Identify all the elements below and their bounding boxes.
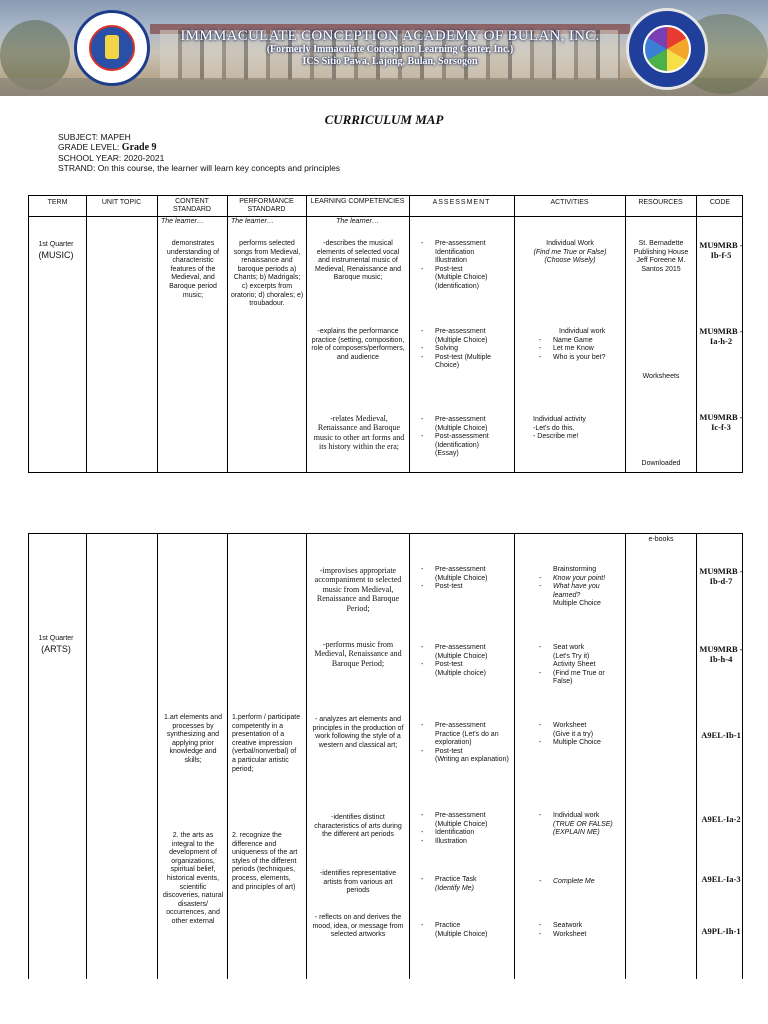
competency: -improvises appropriate accompaniment to selected music from Medieval, Renaissance and Baroque Period; (314, 566, 402, 613)
term-arts (31, 634, 81, 654)
music-curriculum-table (28, 195, 743, 473)
header-resources: RESOURCES (638, 199, 683, 206)
list-item: - What have you learned? (539, 583, 623, 600)
activity-item: Individual activity (533, 416, 586, 423)
header-code: CODE (709, 199, 731, 206)
activity-item: Brainstorming (553, 566, 597, 573)
competency-code: A9EL-Ia-2 (701, 814, 741, 824)
school-address: ICS Sitio Pawa, Lajong, Bulan, Sorsogon (302, 56, 478, 67)
list-item: - Post-assessment (421, 433, 513, 442)
performance-standard: 1.perform / participate competently in a presentation of a creative impression (verbal/nonverbal) of a particular artistic period; (232, 714, 301, 773)
term-quarter: 1st Quarter (38, 635, 74, 642)
term-subject: (ARTS) (41, 644, 71, 654)
resources: Downloaded (641, 460, 681, 467)
list-item: Practice (Let's do an exploration) (435, 730, 499, 747)
activity-item: (Choose Wisely) (544, 257, 596, 265)
year-value: 2020-2021 (123, 153, 165, 163)
header-activities: ACTIVITIES (550, 199, 589, 206)
competency: -relates Medieval, Renaissance and Baroque music to other art forms and its history within the era; (313, 414, 405, 452)
resources: e-books (648, 536, 674, 543)
list-item: (Multiple choice) (435, 669, 486, 677)
resources: Worksheets (642, 373, 680, 380)
performance-standard: 2. recognize the difference and uniqueness of the art styles of the different periods (techniques, process, elements, and principles of art) (232, 832, 298, 891)
assessment-list (421, 722, 513, 765)
assessment-list (421, 876, 513, 893)
list-item: - Name Game (539, 337, 623, 346)
competency: - reflects on and derives the mood, idea, or message from selected artworks (312, 914, 404, 939)
list-item: (Identification) (435, 441, 479, 449)
assessment-list (421, 566, 513, 592)
activities (539, 878, 623, 887)
list-item: - Post-test (421, 661, 513, 670)
list-item: - Solving (421, 345, 513, 354)
assessment-list (421, 328, 513, 371)
list-item: - Pre-assessment (421, 328, 513, 337)
grade-value: Grade 9 (121, 142, 157, 153)
list-item: - Pre-assessment (421, 722, 513, 731)
learner-note: The learner… (161, 218, 204, 225)
term-subject: (MUSIC) (38, 250, 74, 260)
list-item: - Post-test (421, 583, 513, 592)
activities (539, 644, 623, 687)
list-item: - (Find me True or False) (539, 670, 623, 687)
competency: -performs music from Medieval, Renaissance and Baroque Period; (314, 640, 402, 668)
strand-value: On this course, the learner will learn key concepts and principles (97, 163, 341, 173)
list-item: - Worksheet (539, 931, 623, 940)
activities (539, 328, 623, 362)
list-item: (Multiple Choice) (435, 652, 488, 660)
activity-item: -Let's do this. (533, 424, 575, 432)
competency: -identifies distinct characteristics of arts during the different art periods (314, 814, 402, 839)
list-item: - Multiple Choice (539, 739, 623, 748)
list-item: - Worksheet (539, 722, 623, 731)
competency: -explains the performance practice (setting, composition, role of composers/performers, and audience (311, 328, 405, 361)
list-item: (TRUE OR FALSE) (553, 820, 613, 828)
competency-code: A9EL-Ia-3 (701, 874, 741, 884)
competency-code: MU9MRB -Ib-d-7 (699, 566, 743, 586)
list-item: (Identification) (435, 282, 479, 290)
list-item: - Practice Task (421, 876, 513, 885)
list-item: - Post-test (421, 748, 513, 757)
competency: -identifies representative artists from various art periods (319, 870, 397, 895)
list-item: (Multiple Choice) (435, 930, 488, 938)
activity-item: Individual work (559, 328, 606, 335)
competency-code: A9PL-Ih-1 (701, 926, 741, 936)
school-name: IMMMACULATE CONCEPTION ACADEMY OF BULAN, INC. (180, 28, 600, 44)
list-item: (Let's Try it) (553, 652, 590, 660)
activities (517, 240, 623, 266)
competency-code: A9EL-Ib-1 (701, 730, 741, 740)
year-label: SCHOOL YEAR: (58, 153, 122, 163)
learner-note: The learner… (231, 218, 274, 225)
activities (539, 812, 623, 838)
competency-code: MU9MRB -Ia-h-2 (699, 326, 743, 346)
arts-curriculum-table (28, 533, 743, 979)
activity-item: - Describe me! (533, 433, 579, 441)
learner-note: The learner… (336, 218, 379, 225)
list-item: - Pre-assessment (421, 812, 513, 821)
deped-seal-logo (74, 10, 150, 86)
competency-code: MU9MRB -Ic-f-3 (699, 412, 743, 432)
list-item: (Give it a try) (553, 730, 594, 738)
list-item: - Identification (421, 829, 513, 838)
list-item: (Multiple Choice) (435, 336, 488, 344)
list-item: - Individual work (539, 812, 623, 821)
list-item: - Complete Me (539, 878, 623, 887)
list-item: - Practice (421, 922, 513, 931)
strand-label: STRAND: (58, 163, 96, 173)
list-item: - Let me Know (539, 345, 623, 354)
list-item: Multiple Choice (553, 600, 601, 608)
competency-code: MU9MRB -Ib-h-4 (699, 644, 743, 664)
list-item: Activity Sheet (553, 661, 596, 669)
list-item: (Essay) (435, 450, 459, 458)
list-item: Illustration (435, 257, 467, 265)
list-item: (Multiple Choice) (435, 274, 488, 282)
document-info (58, 132, 340, 173)
list-item: (Writing an explanation) (435, 756, 509, 764)
term-quarter: 1st Quarter (38, 241, 74, 248)
list-item: - Who is your bet? (539, 354, 623, 363)
list-item: - Pre-assessment (421, 240, 513, 249)
header-performance-standard: PERFORMANCE STANDARD (239, 198, 294, 213)
competency-code: MU9MRB -Ib-f-5 (699, 240, 743, 260)
school-former-name: (Formerly Immaculate Conception Learning Center, Inc.) (266, 44, 514, 55)
competency: - analyzes art elements and principles in the production of work following the style of a western and classical art; (312, 716, 404, 749)
header-unit-topic: UNIT TOPIC (101, 199, 142, 206)
competency: -describes the musical elements of selected vocal and instrumental music of Medieval, Renaissance and Baroque music; (315, 240, 401, 282)
subject-value: MAPEH (100, 132, 131, 142)
assessment-list (421, 812, 513, 846)
activities (539, 566, 623, 609)
list-item: (EXPLAIN ME) (553, 829, 600, 837)
header-term: TERM (47, 199, 68, 206)
activity-item: Individual Work (546, 240, 594, 247)
list-item: - Seatwork (539, 922, 623, 931)
assessment-list (421, 644, 513, 678)
list-item: - Illustration (421, 838, 513, 847)
resources: St. Bernadette Publishing House Jeff Foreene M. Santos 2015 (633, 240, 689, 273)
list-item: - Pre-assessment (421, 644, 513, 653)
school-seal-logo (626, 8, 708, 90)
content-standard: 1.art elements and processes by synthesizing and applying prior knowledge and skills; (164, 714, 222, 764)
activity-item: (Find me True or False) (533, 248, 607, 256)
subject-label: SUBJECT: (58, 132, 99, 142)
activities (539, 722, 623, 748)
assessment-list (421, 416, 513, 459)
assessment-list (421, 922, 513, 939)
grade-label: GRADE LEVEL: (58, 142, 120, 152)
list-item: - Pre-assessment (421, 416, 513, 425)
list-item: - Pre-assessment (421, 566, 513, 575)
page-title: CURRICULUM MAP (324, 112, 444, 127)
list-item: Identification (435, 248, 475, 256)
performance-standard: performs selected songs from Medieval, renaissance and baroque periods a) Chants; b) Madrigals; c) excerpts from oratorio; d) chorales; e) troubadour. (230, 240, 304, 308)
term-music (31, 240, 81, 260)
content-standard: 2. the arts as integral to the development of organizations, spiritual belief, historical events, scientific discoveries, natural disasters/ occurrences, and other external (162, 832, 224, 925)
header-content-standard: CONTENT STANDARD (173, 198, 211, 213)
assessment-list (421, 240, 513, 292)
list-item: - Know your point! (539, 575, 623, 584)
list-item: - Post-test (421, 266, 513, 275)
list-item: - Post-test (Multiple Choice) (421, 354, 513, 371)
list-item: - Seat work (539, 644, 623, 653)
header-learning-competencies: LEARNING COMPETENCIES (310, 198, 405, 205)
list-item: (Multiple Choice) (435, 820, 488, 828)
activities (529, 416, 623, 442)
activities (539, 922, 623, 939)
list-item: (Multiple Choice) (435, 574, 488, 582)
list-item: (Identify Me) (435, 884, 474, 892)
header-assessment: ASSESSMENT (432, 199, 491, 206)
list-item: (Multiple Choice) (435, 424, 488, 432)
content-standard: demonstrates understanding of characteristic features of the Medieval, and Baroque period music; (166, 240, 220, 299)
